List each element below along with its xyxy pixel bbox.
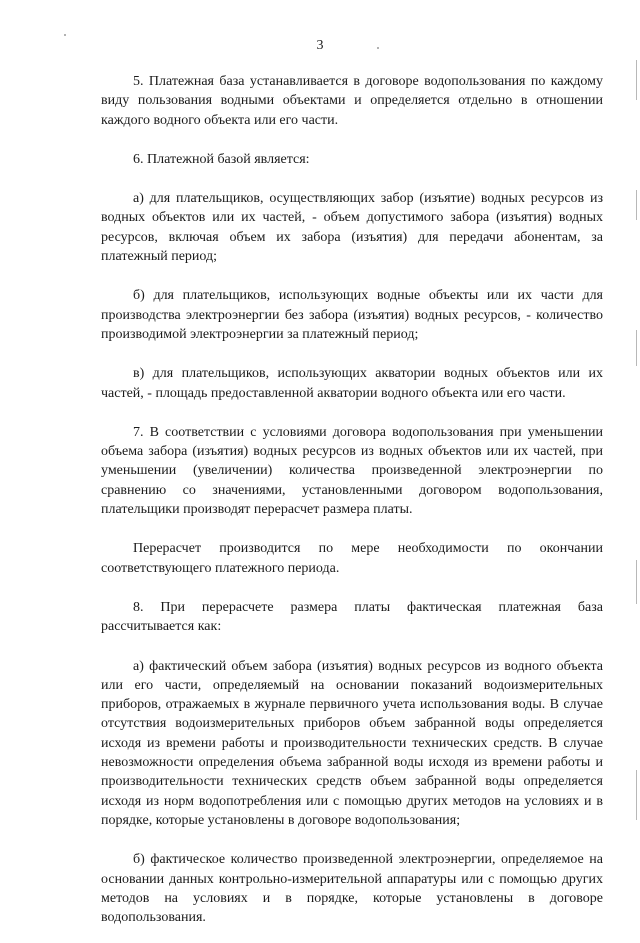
paragraph-8-actual-base: 8. При перерасчете размера платы фактическая платежная база рассчитывается как: (101, 599, 603, 635)
paragraph-5-payment-base: 5. Платежная база устанавливается в договоре водопользования по каждому виду пользования водными объектами и определяется отдельно в отношении каждого водного объекта или его части. (101, 74, 603, 128)
scan-dust-dot (64, 34, 66, 36)
paragraph-6a-water-withdrawal: а) для плательщиков, осуществляющих забор (изъятие) водных ресурсов из водных объектов или их частей, - объем допустимого забора (изъятия) водных ресурсов, включая объем их забора (изъятия) для передачи абонентам, за платежный период; (101, 191, 603, 265)
paragraph-recalculation-timing: Перерасчет производится по мере необходимости по окончании соответствующего платежного периода. (101, 541, 603, 576)
scan-dust-dot (377, 47, 379, 49)
scan-edge-mark (636, 770, 637, 820)
paragraph-8b-actual-electricity: б) фактическое количество произведенной электроэнергии, определяемое на основании данных контрольно-измерительной аппаратуры или с помощью других методов на условиях и в порядке, которые установлены в договоре водопользования. (101, 852, 603, 926)
document-body (101, 72, 603, 943)
scan-edge-mark (636, 330, 637, 366)
paragraph-6b-electricity-production: б) для плательщиков, использующих водные объекты или их части для производства электроэнергии без забора (изъятия) водных ресурсов, - количество производимой электроэнергии за платежный период; (101, 288, 603, 342)
paragraph-6-heading: 6. Платежной базой является: (133, 151, 310, 167)
scan-edge-mark (636, 60, 637, 100)
scan-edge-mark (636, 190, 637, 220)
scan-edge-mark (636, 560, 637, 604)
paragraph-6c-water-area: в) для плательщиков, использующих акватории водных объектов или их частей, - площадь предоставленной акватории водного объекта или его части. (101, 366, 603, 401)
paragraph-7-recalculation: 7. В соответствии с условиями договора водопользования при уменьшении объема забора (изъятия) водных ресурсов из водных объектов или их частей, при уменьшении (увеличении) количества произведенной электроэнергии по сравнению со значениями, установленными договором водопользования, плательщики производят перерасчет размера платы. (101, 424, 603, 518)
paragraph-8a-actual-withdrawal: а) фактический объем забора (изъятия) водных ресурсов из водного объекта или его части, определяемый на основании показаний водоизмерительных приборов, отражаемых в журнале первичного учета использования воды. В случае отсутствия водоизмерительных приборов объем забранной воды определяется исходя из времени работы и производительности технических средств. В случае невозможности определения объема забранной воды исходя из времени работы и производительности технических средств объем забранной воды определяется исходя из норм водопотребления или с помощью других методов на условиях и в порядке, которые установлены в договоре водопользования; (101, 658, 603, 828)
page-number: 3 (316, 38, 324, 53)
